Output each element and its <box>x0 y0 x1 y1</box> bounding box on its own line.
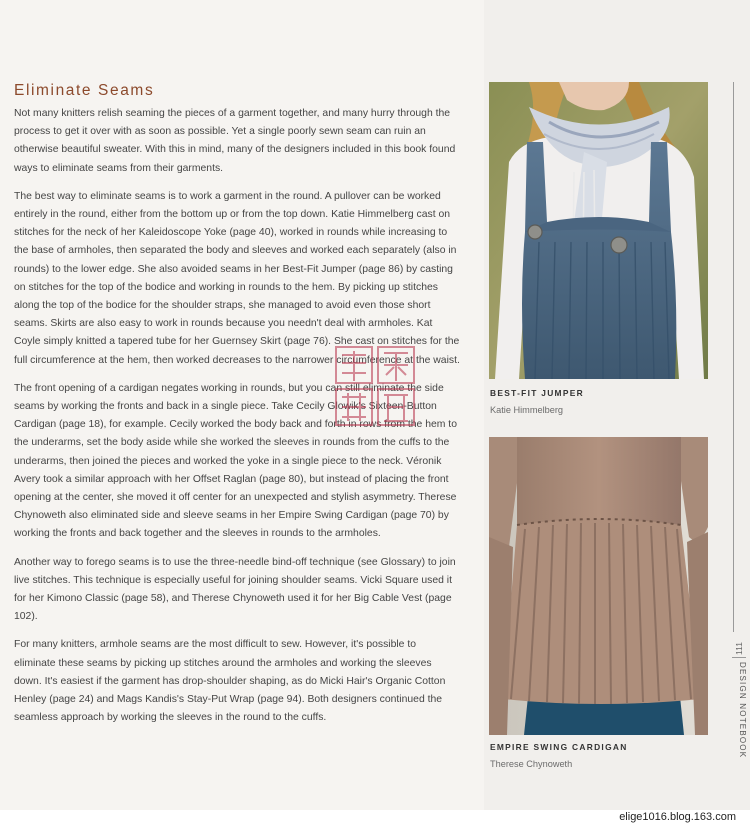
paragraph-3: The front opening of a cardigan negates working in rounds, but you can still eliminate the side seams by working the fronts and back in a single piece. Take Cecily Glowik's Sixteen-Button Cardigan (page 18), for example. Cecily worked the body back and forth in rows from the hem to the underarms, set the body aside while she worked the sleeves in rounds from the cuffs to the underarms, then joined the pieces and worked the yoke in a single piece to the neck. Véronik Avery took a similar approach with her Offset Raglan (page 80), but instead of placing the front opening at the center, she moved it off center for an unexpected and stylish asymmetry. Therese Chynoweth also eliminated side and sleeve seams in her Empire Swing Cardigan (page 70) by working the fronts and back together and the sleeves in rounds to the armholes. <box>14 382 457 540</box>
sidebar-rule <box>733 82 734 632</box>
caption-credit-1: Katie Himmelberg <box>490 405 564 415</box>
photo-best-fit-jumper <box>489 82 708 379</box>
paragraph-4: Another way to forego seams is to use the three-needle bind-off technique (see Glossary) to join live stitches. This technique is especially useful for joining shoulder seams. Vicki Square used it for her Kimono Classic (page 58), and Therese Chynoweth used it for her Big Cable Vest (page 102). <box>14 556 456 623</box>
caption-title-2: EMPIRE SWING CARDIGAN <box>490 742 628 752</box>
paragraph-5: For many knitters, armhole seams are the most difficult to sew. However, it's possible to eliminate these seams by picking up stitches around the armholes and working the sleeves down. It's easiest if the garment has drop-shoulder shaping, as do Micki Hair's Organic Cotton Henley (page 24) and Mags Kandis's Stay-Put Wrap (page 94). Both designers continued the seamless approach by working the sleeves in the round to the cuffs. <box>14 639 446 724</box>
caption-title-1: BEST-FIT JUMPER <box>490 388 584 398</box>
seal-stamp-watermark <box>334 345 416 427</box>
section-label: DESIGN NOTEBOOK <box>738 662 747 759</box>
page-number: 111 <box>734 642 744 655</box>
footer-url: elige1016.blog.163.com <box>619 811 736 823</box>
paragraph-1: Not many knitters relish seaming the pieces of a garment together, and many hurry through the process to get it over with as soon as possible. Yet a single poorly sewn seam can ruin an otherwise beautiful sweater. With this in mind, many of the designers included in this book found ways to eliminate seams from their garments. <box>14 108 456 174</box>
section-heading: Eliminate Seams <box>14 82 155 99</box>
caption-credit-2: Therese Chynoweth <box>490 759 573 769</box>
paragraph-2: The best way to eliminate seams is to work a garment in the round. A pullover can be worked entirely in the round, either from the bottom up or from the top down. Katie Himmelberg cast on stitches for the neck of her Kaleidoscope Yoke (page 40), worked in rounds while increasing to the base of armholes, then separated the body and sleeves and worked each separately (also in rounds) to the lower edge. She also avoided seams in her Best-Fit Jumper (page 86) by casting on stitches for the top of the bodice and working in rounds to the hem. By picking up stitches along the top of the bodice for the shoulder straps, she managed to avoid even those short seams. Skirts are also easy to work in rounds because you needn't deal with armholes. Kat Coyle simply knitted a tapered tube for her Guernsey Skirt (page 76). She cast on stitches for the full circumference at the hem, then worked decreases to the narrower circumference at the waist. <box>14 190 460 366</box>
photo-empire-swing-cardigan <box>489 437 708 735</box>
sidebar-divider <box>732 657 746 658</box>
